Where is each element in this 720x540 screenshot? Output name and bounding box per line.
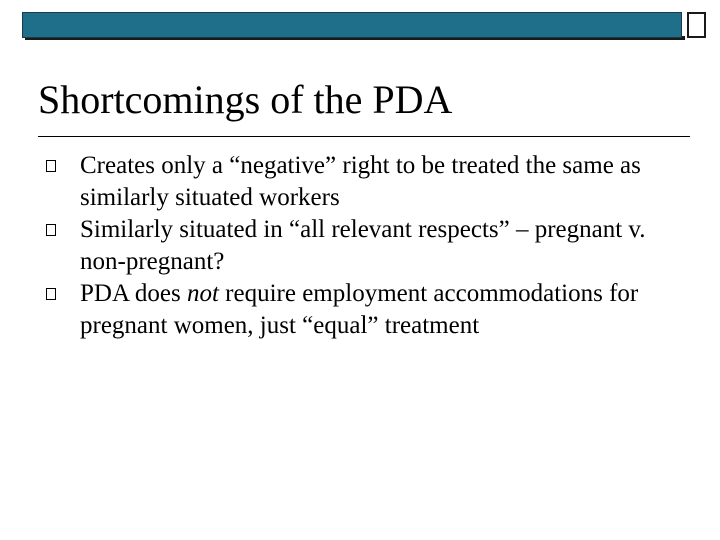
bullet-list [44, 150, 694, 342]
hollow-square-bullet-icon [46, 224, 56, 236]
header-square [687, 12, 706, 38]
bullet-text-1: Creates only a “negative” right to be treated the same as similarly situated workers [80, 152, 641, 211]
hollow-square-bullet-icon [46, 288, 56, 300]
title-divider [38, 136, 690, 137]
header-bar [22, 12, 682, 38]
bullet-text-3-emphasis: not [186, 280, 219, 307]
bullet-text-3-pre: PDA does [80, 280, 187, 307]
bullet-text-3-post: require employment accommodations for pregnant women, just “equal” treatment [80, 280, 639, 339]
bullet-item-1 [44, 150, 694, 214]
bullet-item-3 [44, 278, 694, 342]
bullet-text-2: Similarly situated in “all relevant respects” – pregnant v. non-pregnant? [80, 216, 646, 275]
bullet-item-2 [44, 214, 694, 278]
slide-title: Shortcomings of the PDA [38, 77, 453, 122]
bullet-text-3 [80, 280, 638, 339]
hollow-square-bullet-icon [46, 160, 56, 172]
